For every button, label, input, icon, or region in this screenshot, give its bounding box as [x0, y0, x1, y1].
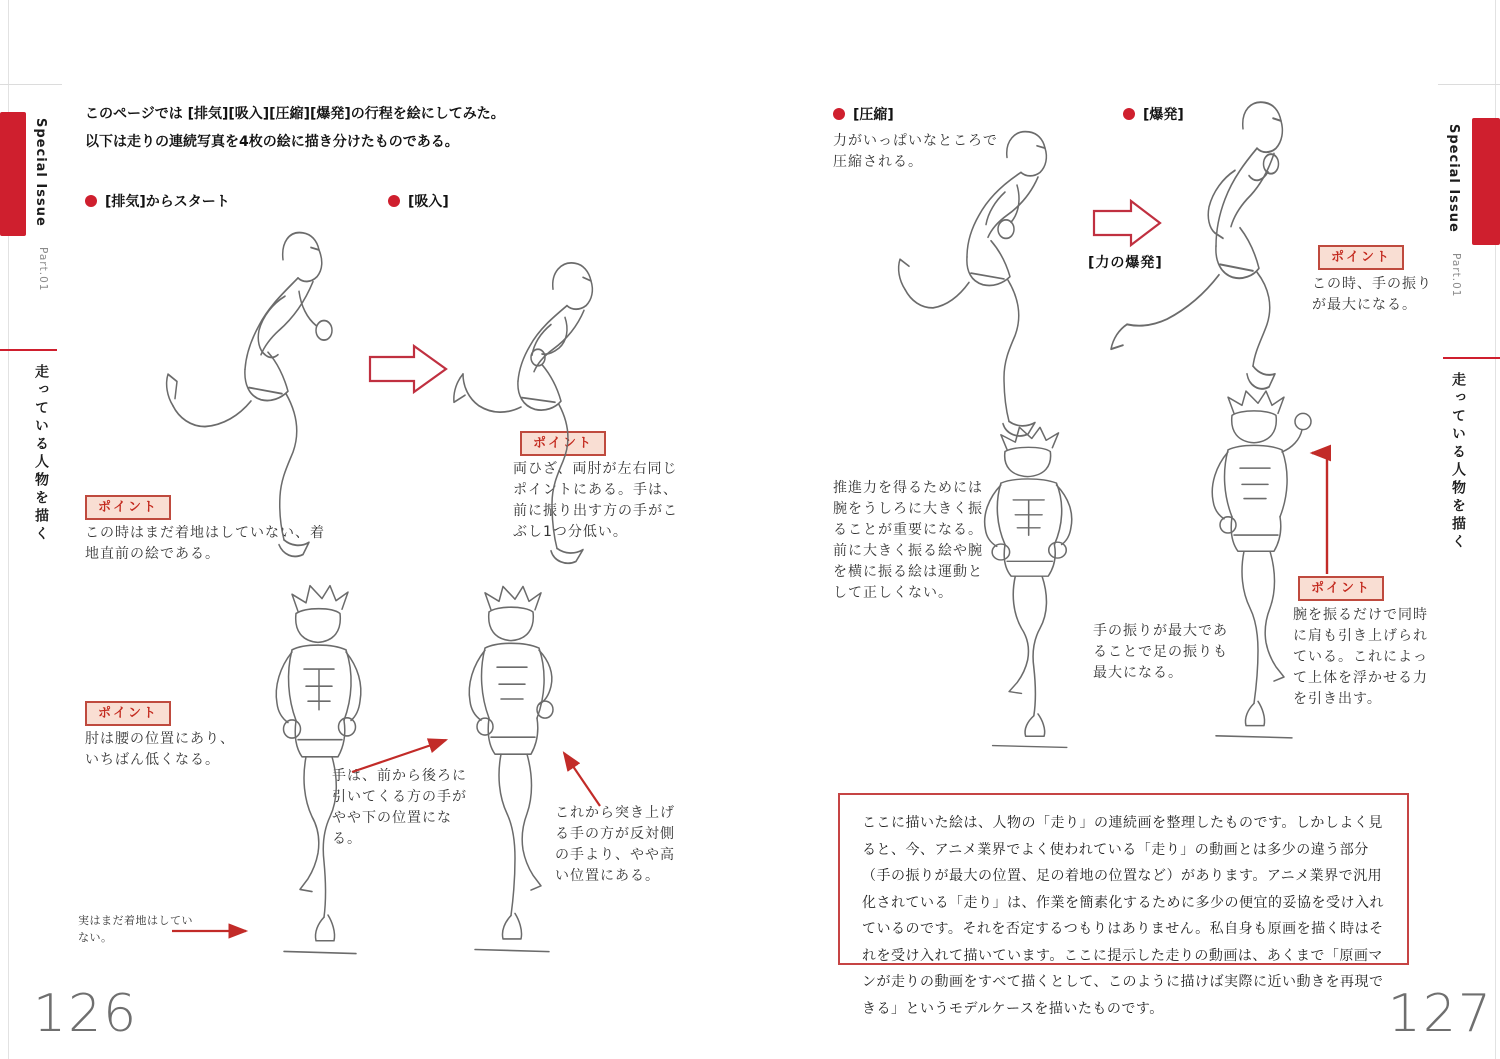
series-title-left: Special Issue — [33, 118, 48, 227]
label-exhaust-text: [排気]からスタート — [105, 194, 230, 210]
intro-line-1: このページでは [排気][吸入][圧縮][爆発]の行程を絵にしてみた。 — [85, 106, 505, 122]
figure-sketch-front-left — [228, 575, 398, 960]
point-badge: ポイント — [1298, 576, 1384, 601]
point-top-right-text: この時、手の振りが最大になる。 — [1312, 276, 1432, 313]
note-max-swing: 手の振りが最大であることで足の振りも最大になる。 — [1093, 623, 1228, 681]
red-bullet-icon — [833, 108, 845, 120]
label-compress-text: [圧縮] — [853, 107, 894, 123]
point-box-elbow — [85, 701, 171, 726]
red-bullet-icon — [85, 195, 97, 207]
note-propulsion: 推進力を得るためには腕をうしろに大きく振ることが重要になる。前に大きく振る絵や腕を横に振る絵は運動として正しくない。 — [833, 480, 983, 601]
arrow-caption: [力の爆発] — [1088, 255, 1163, 271]
page-number-left: 126 — [33, 984, 139, 1044]
sidebar-rule-left — [0, 349, 57, 351]
point-elbow-text: 肘は腰の位置にあり、いちばん低くなる。 — [85, 731, 235, 768]
point-intake-text: 両ひざ、両肘が左右同じポイントにある。手は、前に振り出す方の手がこぶし1つ分低い。 — [513, 461, 678, 540]
right-margin-rule — [1438, 84, 1500, 85]
chapter-title-left: 走っている人物を描く — [33, 364, 49, 544]
label-exhaust — [85, 191, 230, 211]
special-issue-red-tab-right — [1472, 118, 1500, 245]
label-explosion-text: [爆発] — [1143, 107, 1184, 123]
figure-sketch-front-right — [415, 578, 595, 958]
sidebar-rule-right — [1443, 357, 1500, 359]
figure-sketch-front-far — [1150, 385, 1340, 750]
left-margin-rule — [0, 84, 62, 85]
note-landing: 実はまだ着地はしていない。 — [78, 914, 193, 944]
red-bullet-icon — [388, 195, 400, 207]
point-badge: ポイント — [85, 701, 171, 726]
intro-paragraph — [85, 100, 565, 156]
part-label-left: Part.01 — [37, 247, 49, 292]
commentary-box: ここに描いた絵は、人物の「走り」の連続画を整理したものです。しかしよく見ると、今、アニメ業界でよく使われている「走り」の動画とは多少の違う部分（手の振りが最大の位置、足の着地の位置など）があります。アニメ業界で汎用化されている「走り」は、作業を簡素化するために多少の便宜的妥協を受け入れているのです。それを否定するつもりはありません。私自身も原画を描く時はそれを受け入れて描いています。ここに提示した走りの動画は、あくまで「原画マンが走りの動画をすべて描くとして、このように描けば実際に近い動きを再現できる」というモデルケースを描いたものです。 — [838, 793, 1409, 965]
note-hand-up: これから突き上げる手の方が反対側の手より、やや高い位置にある。 — [555, 805, 675, 884]
point-badge: ポイント — [85, 495, 171, 520]
part-label-right: Part.01 — [1450, 253, 1462, 298]
point-exhaust-text: この時はまだ着地はしていない、着地直前の絵である。 — [85, 525, 325, 562]
intro-line-2: 以下は走りの連続写真を4枚の絵に描き分けたものである。 — [85, 134, 459, 150]
page-number-right: 127 — [1387, 984, 1493, 1044]
figure-sketch-front-mid — [935, 418, 1110, 753]
figure-sketch-explosion — [1075, 100, 1320, 400]
label-intake-text: [吸入] — [408, 194, 449, 210]
label-intake — [388, 191, 449, 211]
figure-sketch-intake — [395, 242, 640, 572]
point-badge: ポイント — [520, 431, 606, 456]
series-title-right: Special Issue — [1446, 124, 1461, 233]
point-badge: ポイント — [1318, 245, 1404, 270]
figure-sketch-exhaust — [135, 228, 365, 563]
figure-sketch-compress — [865, 118, 1090, 448]
point-box-top-right — [1318, 245, 1404, 270]
chapter-title-right: 走っている人物を描く — [1450, 372, 1466, 552]
special-issue-red-tab-left — [0, 112, 26, 236]
note-hand-back: 手は、前から後ろに引いてくる方の手がやや下の位置になる。 — [332, 768, 467, 847]
point-shoulder-text: 腕を振るだけで同時に肩も引き上げられている。これによって上体を浮かせる力を引き出す。 — [1293, 607, 1428, 707]
compress-description: 力がいっぱいなところで圧縮される。 — [833, 133, 998, 170]
